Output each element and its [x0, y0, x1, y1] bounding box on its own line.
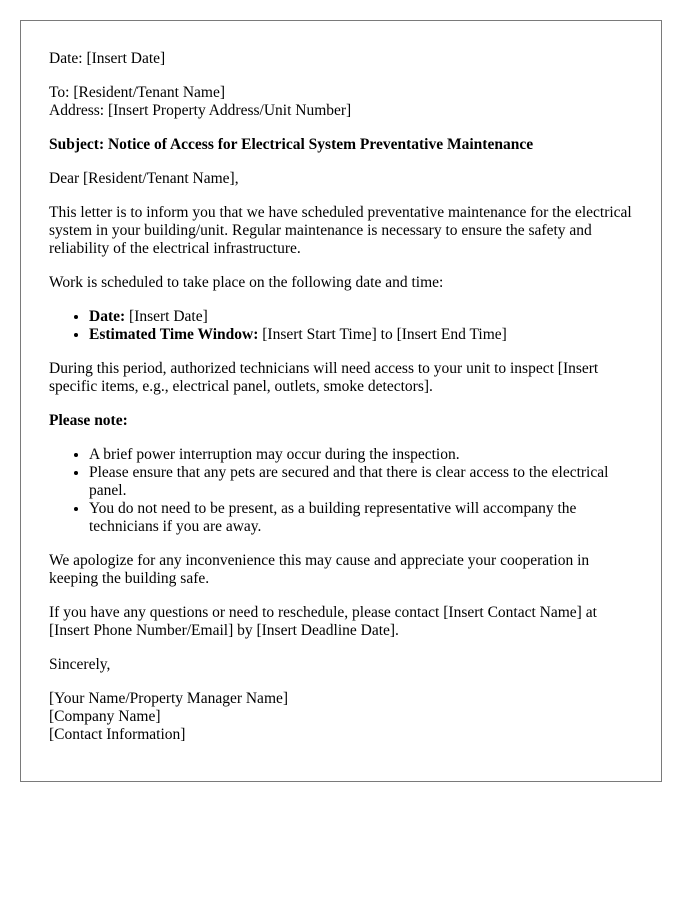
subject-line — [49, 136, 633, 154]
access-paragraph: During this period, authorized technicians will need access to your unit to inspect [Insert specific items, e.g., electrical panel, outlets, smoke detectors]. — [49, 360, 599, 395]
recipient-address-line: Address: [Insert Property Address/Unit Number] — [49, 102, 352, 119]
schedule-item-date — [89, 308, 633, 326]
signature-contact: [Contact Information] — [49, 726, 186, 743]
subject-text: Subject: Notice of Access for Electrical System Preventative Maintenance — [49, 136, 534, 153]
signature-name: [Your Name/Property Manager Name] — [49, 690, 289, 707]
apology-paragraph: We apologize for any inconvenience this may cause and appreciate your cooperation in keeping the building safe. — [49, 552, 590, 587]
intro-paragraph: This letter is to inform you that we have scheduled preventative maintenance for the electrical system in your building/unit. Regular maintenance is necessary to ensure the safety and reliability of the electrical infrastructure. — [49, 204, 632, 257]
schedule-intro: Work is scheduled to take place on the following date and time: — [49, 274, 444, 291]
schedule-list — [49, 308, 633, 344]
note-item: • A brief power interruption may occur during the inspection. — [89, 446, 633, 464]
signature-company: [Company Name] — [49, 708, 161, 725]
notes-list — [49, 446, 633, 536]
closing: Sincerely, — [49, 656, 111, 673]
note-item: • Please ensure that any pets are secured and that there is clear access to the electrical panel. — [89, 464, 633, 500]
signature-block — [49, 690, 633, 744]
date-line: Date: [Insert Date] — [49, 50, 166, 67]
schedule-item-label: Estimated Time Window: — [89, 326, 259, 343]
note-item: • You do not need to be present, as a building representative will accompany the technicians if you are away. — [89, 500, 633, 536]
note-heading — [49, 412, 633, 430]
salutation: Dear [Resident/Tenant Name], — [49, 170, 239, 187]
schedule-item-time-window — [89, 326, 633, 344]
letter-document — [20, 20, 662, 782]
contact-paragraph: If you have any questions or need to reschedule, please contact [Insert Contact Name] at [Insert Phone Number/Email] by [Insert Deadline Date]. — [49, 604, 597, 639]
recipient-block — [49, 84, 633, 120]
schedule-item-value: [Insert Start Time] to [Insert End Time] — [258, 326, 507, 343]
note-heading-text: Please note: — [49, 412, 128, 429]
recipient-name-line: To: [Resident/Tenant Name] — [49, 84, 226, 101]
schedule-item-label: Date: — [89, 308, 126, 325]
schedule-item-value: [Insert Date] — [125, 308, 208, 325]
